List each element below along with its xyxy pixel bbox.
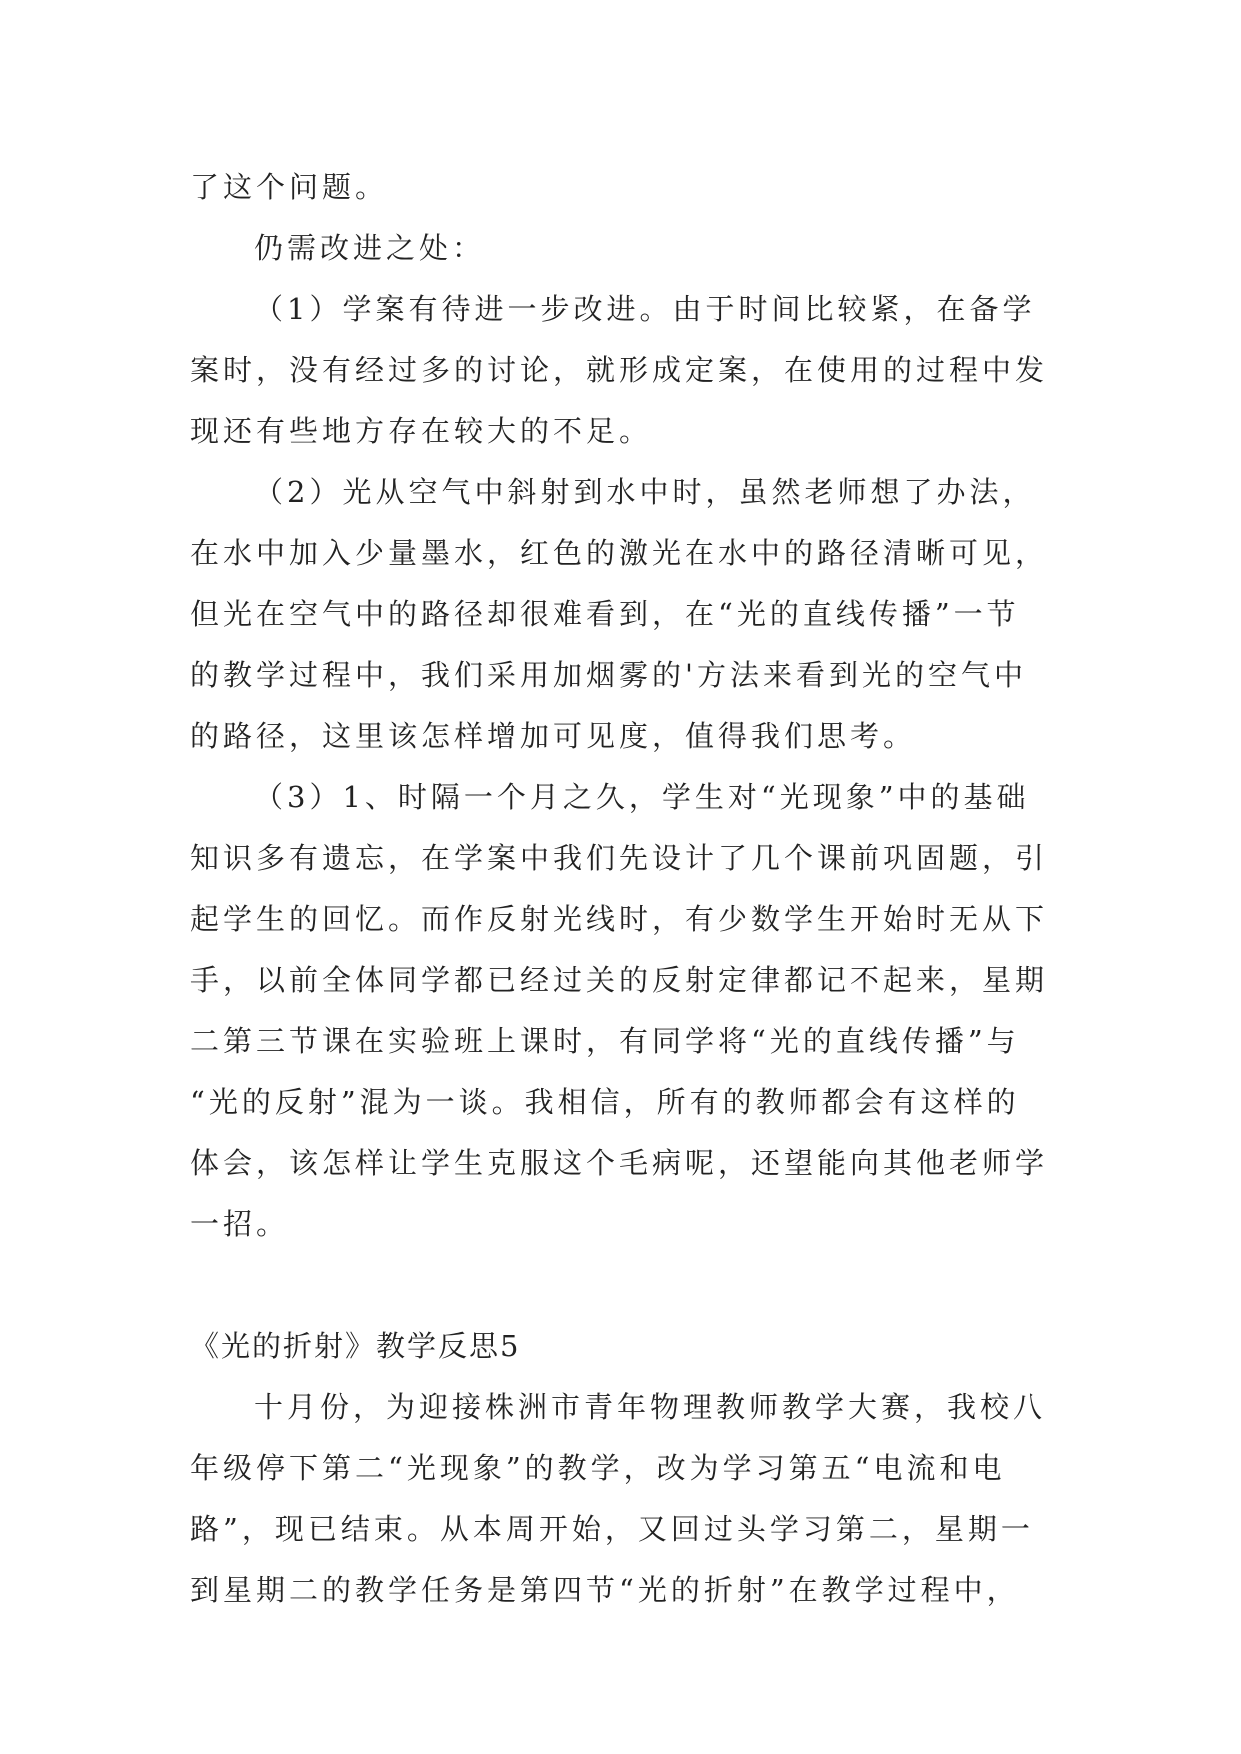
text-line: （2）光从空气中斜射到水中时，虽然老师想了办法， xyxy=(254,475,1036,509)
section-title: 《光的折射》教学反思5 xyxy=(190,1329,521,1363)
text-line: 一招。 xyxy=(190,1207,290,1241)
text-line: 起学生的回忆。而作反射光线时，有少数学生开始时无从下 xyxy=(190,902,1049,936)
text-line: 年级停下第二“光现象”的教学，改为学习第五“电流和电 xyxy=(190,1451,1006,1485)
text-line: 知识多有遗忘，在学案中我们先设计了几个课前巩固题，引 xyxy=(190,841,1049,875)
text-line: “光的反射”混为一谈。我相信，所有的教师都会有这样的 xyxy=(190,1085,1020,1119)
text-line: （3）1、时隔一个月之久，学生对“光现象”中的基础 xyxy=(254,780,1030,814)
paragraphs-before xyxy=(190,157,1070,1255)
paragraphs-after xyxy=(190,1377,1070,1621)
text-line: 但光在空气中的路径却很难看到，在“光的直线传播”一节 xyxy=(190,597,1020,631)
text-line: 在水中加入少量墨水，红色的激光在水中的路径清晰可见， xyxy=(190,536,1049,570)
section-gap xyxy=(190,1255,1070,1316)
text-line: 案时，没有经过多的讨论，就形成定案，在使用的过程中发 xyxy=(190,353,1049,387)
text-line: 手，以前全体同学都已经过关的反射定律都记不起来，星期 xyxy=(190,963,1049,997)
text-line: 十月份，为迎接株洲市青年物理教师教学大赛，我校八 xyxy=(254,1390,1047,1424)
text-line: 的路径，这里该怎样增加可见度，值得我们思考。 xyxy=(190,719,917,753)
text-line: 仍需改进之处： xyxy=(254,231,486,265)
text-line: 了这个问题。 xyxy=(190,170,389,204)
text-line: 的教学过程中，我们采用加烟雾的'方法来看到光的空气中 xyxy=(190,658,1027,692)
text-line: 路”，现已结束。从本周开始，又回过头学习第二，星期一 xyxy=(190,1512,1034,1546)
text-line: （1）学案有待进一步改进。由于时间比较紧，在备学 xyxy=(254,292,1036,326)
text-line: 二第三节课在实验班上课时，有同学将“光的直线传播”与 xyxy=(190,1024,1020,1058)
text-line: 到星期二的教学任务是第四节“光的折射”在教学过程中， xyxy=(190,1573,1020,1607)
document-body xyxy=(190,157,1070,1621)
text-line: 体会，该怎样让学生克服这个毛病呢，还望能向其他老师学 xyxy=(190,1146,1049,1180)
text-line: 现还有些地方存在较大的不足。 xyxy=(190,414,653,448)
